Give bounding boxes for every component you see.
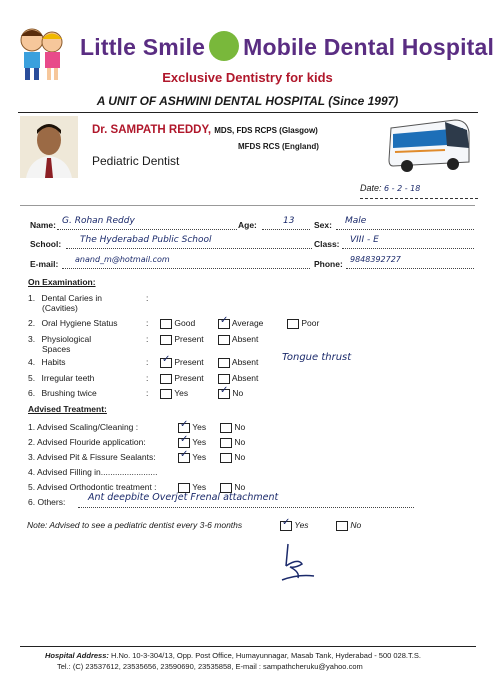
note-no[interactable] xyxy=(336,520,361,531)
hospital-title xyxy=(80,34,494,64)
colon: : xyxy=(146,293,149,303)
opt-label: Absent xyxy=(231,373,259,383)
checkmark-icon: ✓ xyxy=(220,314,229,326)
opt-no[interactable] xyxy=(220,452,245,463)
others-text: Ant deepbite Overjet Frenal attachment xyxy=(88,492,279,503)
checkbox[interactable] xyxy=(160,389,172,399)
patient-school: The Hyderabad Public School xyxy=(80,235,212,245)
checkbox[interactable] xyxy=(220,423,232,433)
patient-phone: 9848392727 xyxy=(350,255,401,264)
opt-label: Yes xyxy=(174,388,189,398)
exam-heading: On Examination: xyxy=(28,277,96,287)
checkbox[interactable] xyxy=(336,521,348,531)
checkbox[interactable] xyxy=(280,516,292,531)
doctor-name-text: Dr. SAMPATH REDDY, xyxy=(92,124,212,136)
exam-label-2: (Cavities) xyxy=(42,303,78,313)
patient-sex: Male xyxy=(345,216,367,226)
exam-no: 4. xyxy=(28,357,36,367)
advice-label: Others: xyxy=(37,497,66,507)
checkbox[interactable] xyxy=(218,335,230,345)
opt-label: Absent xyxy=(231,357,259,367)
advice-no: 4. xyxy=(28,467,36,477)
exam-label: Irregular teeth xyxy=(41,373,95,383)
note-yes[interactable] xyxy=(280,516,309,531)
tel-text: Tel.: (C) 23537612, 23535656, 23590690, 23535858, E-mail : sampathcheruku@yahoo.com xyxy=(57,662,363,671)
opt-label: Yes xyxy=(294,520,309,530)
little-smile-badge-icon xyxy=(209,31,239,61)
checkbox[interactable] xyxy=(160,374,172,384)
opt-yes[interactable] xyxy=(160,388,188,399)
phone-line xyxy=(346,268,474,269)
opt-label: No xyxy=(234,422,246,432)
opt-yes[interactable] xyxy=(178,418,207,433)
advice-item-3 xyxy=(28,452,156,462)
class-label: Class: xyxy=(314,239,340,249)
exam-no: 2. xyxy=(28,318,36,328)
advice-item-1 xyxy=(28,422,138,432)
checkmark-icon: ✓ xyxy=(180,448,189,460)
age-line xyxy=(262,229,310,230)
checkbox[interactable] xyxy=(178,448,190,463)
advice-item-2 xyxy=(28,437,146,447)
name-line xyxy=(57,229,237,230)
opt-label: Poor xyxy=(301,318,320,328)
address-label: Hospital Address: xyxy=(45,651,109,660)
opt-label: Yes xyxy=(192,452,207,462)
sex-label: Sex: xyxy=(314,220,332,230)
exam-item-2 xyxy=(28,318,118,328)
advice-item-4 xyxy=(28,467,157,477)
class-line xyxy=(342,248,474,249)
opt-label: No xyxy=(234,482,246,492)
checkmark-icon: ✓ xyxy=(162,353,171,365)
colon: : xyxy=(146,357,149,367)
phone-label: Phone: xyxy=(314,259,343,269)
mobile-bus-icon xyxy=(385,114,473,176)
opt-label: No xyxy=(234,437,246,447)
opt-poor[interactable] xyxy=(287,318,319,329)
doctor-quals-2: MFDS RCS (England) xyxy=(238,142,319,151)
email-line xyxy=(62,268,310,269)
school-label: School: xyxy=(30,239,62,249)
exam-label: Brushing twice xyxy=(41,388,97,398)
exam-item-4 xyxy=(28,357,66,367)
opt-no[interactable] xyxy=(218,384,244,399)
footer xyxy=(45,650,421,672)
checkbox[interactable] xyxy=(218,374,230,384)
exam-item-1 xyxy=(28,293,102,313)
opt-absent[interactable] xyxy=(218,373,258,384)
opt-label: Absent xyxy=(231,334,259,344)
colon: : xyxy=(146,318,149,328)
title-left: Little Smile xyxy=(80,34,206,61)
exam-no: 1. xyxy=(28,293,36,303)
opt-good[interactable] xyxy=(160,318,195,329)
exam-no: 3. xyxy=(28,334,36,344)
colon: : xyxy=(146,388,149,398)
opt-absent[interactable] xyxy=(218,334,258,345)
checkbox[interactable] xyxy=(220,438,232,448)
date-field xyxy=(360,183,420,193)
opt-label: Present xyxy=(174,373,204,383)
exam-no: 6. xyxy=(28,388,36,398)
exam-label: Physiological xyxy=(41,334,92,344)
checkbox[interactable] xyxy=(218,358,230,368)
patient-email: anand_m@hotmail.com xyxy=(75,255,170,264)
signature-icon xyxy=(278,540,318,585)
address-text: H.No. 10-3-304/13, Opp. Post Office, Humayunnagar, Masab Tank, Hyderabad - 500 028.T.S. xyxy=(111,651,421,660)
checkbox[interactable] xyxy=(218,314,230,329)
checkbox[interactable] xyxy=(160,335,172,345)
opt-label: Average xyxy=(231,318,264,328)
name-label: Name: xyxy=(30,220,56,230)
advice-no: 5. xyxy=(28,482,36,492)
unit-line: A UNIT OF ASHWINI DENTAL HOSPITAL (Since 1997) xyxy=(96,94,399,108)
advice-label: Advised Filling in........................ xyxy=(37,467,158,477)
opt-label: Yes xyxy=(192,422,207,432)
exam-label: Dental Caries in xyxy=(41,293,102,303)
exam-item-3 xyxy=(28,334,91,354)
others-line xyxy=(78,507,414,508)
header-divider xyxy=(18,112,478,113)
opt-yes[interactable] xyxy=(178,433,207,448)
checkbox[interactable] xyxy=(220,453,232,463)
doctor-photo xyxy=(20,116,78,178)
colon: : xyxy=(146,334,149,344)
doctor-name xyxy=(92,124,318,136)
advice-item-5 xyxy=(28,482,157,492)
age-label: Age: xyxy=(238,220,257,230)
advice-no: 3. xyxy=(28,452,36,462)
title-right: Mobile Dental Hospital xyxy=(243,34,495,61)
opt-present[interactable] xyxy=(160,353,204,368)
doctor-role: Pediatric Dentist xyxy=(92,154,180,168)
advice-label: Advised Pit & Fissure Sealants: xyxy=(37,452,156,462)
note-text: Note: Advised to see a pediatric dentist every 3-6 months xyxy=(27,520,243,530)
opt-label: No xyxy=(234,452,246,462)
exam-label: Habits xyxy=(41,357,66,367)
opt-label: Good xyxy=(174,318,196,328)
exam-item-6 xyxy=(28,388,97,398)
patient-class: VIII - E xyxy=(350,235,379,245)
patient-name: G. Rohan Reddy xyxy=(62,216,135,226)
subtitle: Exclusive Dentistry for kids xyxy=(162,70,333,85)
opt-label: Yes xyxy=(192,437,207,447)
checkbox[interactable] xyxy=(218,384,230,399)
opt-yes[interactable] xyxy=(178,448,207,463)
checkmark-icon: ✓ xyxy=(282,516,291,528)
advice-item-6 xyxy=(28,497,65,507)
opt-present[interactable] xyxy=(160,334,204,345)
opt-absent[interactable] xyxy=(218,357,258,368)
exam-item-5 xyxy=(28,373,94,383)
checkbox[interactable] xyxy=(160,319,172,329)
advice-heading: Advised Treatment: xyxy=(28,404,107,414)
checkmark-icon: ✓ xyxy=(180,433,189,445)
checkbox[interactable] xyxy=(287,319,299,329)
email-label: E-mail: xyxy=(30,259,59,269)
checkbox[interactable] xyxy=(160,353,172,368)
date-underline xyxy=(360,197,478,199)
checkmark-icon: ✓ xyxy=(180,418,189,430)
advice-no: 2. xyxy=(28,437,36,447)
date-value: 6 - 2 - 18 xyxy=(384,184,421,193)
opt-average[interactable] xyxy=(218,314,264,329)
exam-label-2: Spaces xyxy=(42,344,71,354)
doctor-quals-1: MDS, FDS RCPS (Glasgow) xyxy=(214,126,318,135)
advice-label: Advised Orthodontic treatment : xyxy=(37,482,157,492)
checkbox[interactable] xyxy=(178,433,190,448)
opt-no[interactable] xyxy=(220,422,245,433)
school-line xyxy=(66,248,312,249)
sex-line xyxy=(336,229,474,230)
footer-divider xyxy=(20,646,476,647)
advice-label: Advised Scaling/Cleaning : xyxy=(37,422,139,432)
advice-no: 1. xyxy=(28,422,36,432)
advice-label: Advised Flouride application: xyxy=(37,437,146,447)
opt-present[interactable] xyxy=(160,373,204,384)
colon: : xyxy=(146,373,149,383)
habit-note: Tongue thrust xyxy=(282,352,352,363)
date-label: Date: xyxy=(360,183,382,193)
opt-no[interactable] xyxy=(220,437,245,448)
opt-label: Present xyxy=(174,334,204,344)
advice-no: 6. xyxy=(28,497,36,507)
checkbox[interactable] xyxy=(178,418,190,433)
exam-no: 5. xyxy=(28,373,36,383)
opt-label: Yes xyxy=(192,482,207,492)
checkmark-icon: ✓ xyxy=(220,384,229,396)
opt-label: No xyxy=(232,388,244,398)
exam-label: Oral Hygiene Status xyxy=(41,318,118,328)
opt-label: No xyxy=(350,520,362,530)
opt-label: Present xyxy=(174,357,204,367)
patient-age: 13 xyxy=(283,216,295,226)
